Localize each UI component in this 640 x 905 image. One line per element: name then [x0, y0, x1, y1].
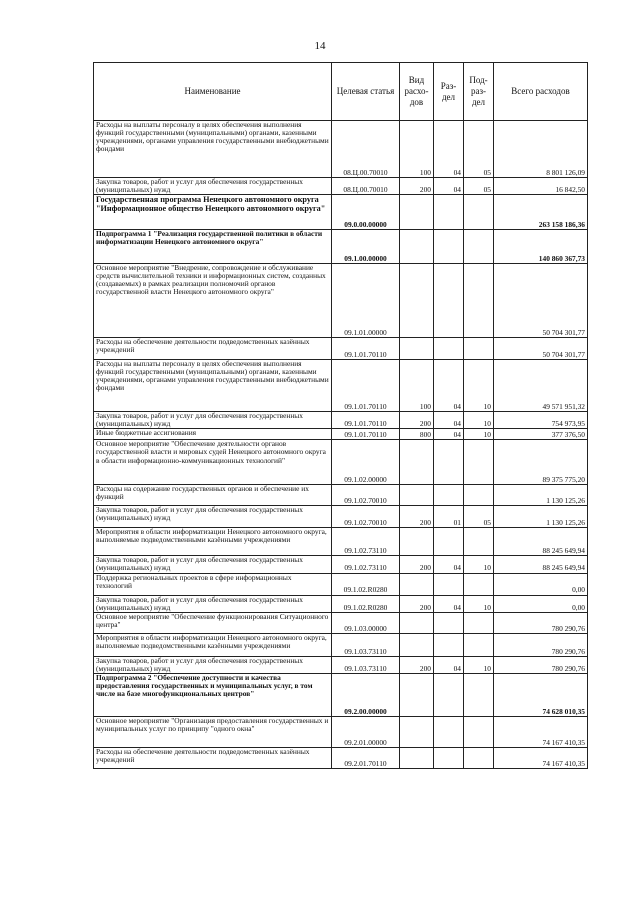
- row-subsection: [464, 230, 494, 264]
- row-name: Закупка товаров, работ и услуг для обеспечения государственных (муниципальных) нужд: [94, 506, 332, 528]
- header-section: Раз-дел: [434, 63, 464, 121]
- row-section: [434, 747, 464, 768]
- row-amount: 8 801 126,09: [494, 121, 588, 178]
- row-amount: 50 704 301,77: [494, 264, 588, 338]
- row-section: [434, 440, 464, 485]
- row-target-code: 09.1.01.70110: [332, 360, 400, 412]
- row-target-code: 09.2.01.00000: [332, 716, 400, 747]
- row-section: 04: [434, 121, 464, 178]
- row-section: [434, 230, 464, 264]
- row-section: [434, 338, 464, 360]
- table-row: [94, 230, 588, 264]
- row-amount: 88 245 649,94: [494, 556, 588, 573]
- table-row: [94, 633, 588, 656]
- row-amount: 16 842,50: [494, 178, 588, 195]
- row-section: [434, 673, 464, 716]
- row-expense-kind: 800: [400, 429, 434, 440]
- row-section: 01: [434, 506, 464, 528]
- row-expense-kind: [400, 338, 434, 360]
- row-amount: 49 571 951,32: [494, 360, 588, 412]
- row-subsection: [464, 573, 494, 595]
- budget-table: [93, 62, 588, 769]
- row-expense-kind: [400, 747, 434, 768]
- row-section: 04: [434, 360, 464, 412]
- row-section: [434, 633, 464, 656]
- row-section: 04: [434, 556, 464, 573]
- row-name: Расходы на выплаты персоналу в целях обеспечения выполнения функций государственными (муниципальными) органами, казенными учреждениями, органами управления государственными внебюджетными фондами: [94, 360, 332, 412]
- row-name: Закупка товаров, работ и услуг для обеспечения государственных (муниципальных) нужд: [94, 556, 332, 573]
- row-section: 04: [434, 178, 464, 195]
- row-amount: 50 704 301,77: [494, 338, 588, 360]
- row-subsection: 10: [464, 360, 494, 412]
- row-name: Закупка товаров, работ и услуг для обеспечения государственных (муниципальных) нужд: [94, 656, 332, 673]
- row-amount: 74 628 010,35: [494, 673, 588, 716]
- row-subsection: [464, 633, 494, 656]
- row-target-code: 09.1.00.00000: [332, 230, 400, 264]
- table-row: [94, 747, 588, 768]
- table-row: [94, 338, 588, 360]
- row-name: Расходы на обеспечение деятельности подведомственных казённых учреждений: [94, 747, 332, 768]
- row-amount: 0,00: [494, 595, 588, 612]
- table-row: [94, 195, 588, 230]
- row-expense-kind: [400, 573, 434, 595]
- row-amount: 88 245 649,94: [494, 528, 588, 556]
- row-expense-kind: [400, 716, 434, 747]
- row-expense-kind: [400, 528, 434, 556]
- table-row: [94, 485, 588, 506]
- table-row: [94, 264, 588, 338]
- row-expense-kind: 100: [400, 360, 434, 412]
- row-section: [434, 612, 464, 633]
- row-expense-kind: 100: [400, 121, 434, 178]
- row-subsection: 05: [464, 121, 494, 178]
- row-amount: 780 290,76: [494, 633, 588, 656]
- header-total: Всего расходов: [494, 63, 588, 121]
- row-name: Мероприятия в области информатизации Ненецкого автономного округа, выполняемые подведомственными казёнными учреждениями: [94, 528, 332, 556]
- row-target-code: 09.1.02.70010: [332, 506, 400, 528]
- row-subsection: 10: [464, 656, 494, 673]
- row-name: Расходы на содержание государственных органов и обеспечение их функций: [94, 485, 332, 506]
- row-target-code: 08.Ц.00.70010: [332, 178, 400, 195]
- row-subsection: [464, 528, 494, 556]
- row-amount: 263 158 186,36: [494, 195, 588, 230]
- row-target-code: 09.1.02.73110: [332, 528, 400, 556]
- row-name: Основное мероприятие "Обеспечение функционирования Ситуационного центра": [94, 612, 332, 633]
- table-row: [94, 506, 588, 528]
- row-target-code: 09.1.02.R0280: [332, 573, 400, 595]
- row-expense-kind: [400, 612, 434, 633]
- row-expense-kind: [400, 440, 434, 485]
- table-row: [94, 595, 588, 612]
- row-name: Основное мероприятие "Внедрение, сопровождение и обслуживание средств вычислительной техники и информационных систем, созданных (создаваемых) в рамках реализации полномочий органов государственной власти Ненецкого автономного округа": [94, 264, 332, 338]
- row-amount: 377 376,50: [494, 429, 588, 440]
- row-amount: 780 290,76: [494, 612, 588, 633]
- row-subsection: [464, 673, 494, 716]
- row-name: Расходы на обеспечение деятельности подведомственных казённых учреждений: [94, 338, 332, 360]
- row-target-code: 09.1.01.70110: [332, 429, 400, 440]
- row-target-code: 09.1.02.R0280: [332, 595, 400, 612]
- row-name: Поддержка региональных проектов в сфере информационных технологий: [94, 573, 332, 595]
- row-subsection: [464, 264, 494, 338]
- row-subsection: 05: [464, 506, 494, 528]
- row-target-code: 09.1.02.73110: [332, 556, 400, 573]
- row-name: Основное мероприятие "Обеспечение деятельности органов государственной власти и мировых судей Ненецкого автономного округа в области информационно-коммуникационных технологий": [94, 440, 332, 485]
- row-subsection: [464, 612, 494, 633]
- row-subsection: 10: [464, 595, 494, 612]
- row-section: [434, 264, 464, 338]
- row-amount: 754 973,95: [494, 412, 588, 429]
- row-name: Основное мероприятие "Организация предоставления государственных и муниципальных услуг по принципу "одного окна": [94, 716, 332, 747]
- row-name: Закупка товаров, работ и услуг для обеспечения государственных (муниципальных) нужд: [94, 595, 332, 612]
- row-amount: 780 290,76: [494, 656, 588, 673]
- table-row: [94, 612, 588, 633]
- row-subsection: 10: [464, 429, 494, 440]
- row-amount: 1 130 125,26: [494, 485, 588, 506]
- row-subsection: [464, 716, 494, 747]
- table-row: [94, 556, 588, 573]
- row-expense-kind: 200: [400, 412, 434, 429]
- row-section: 04: [434, 429, 464, 440]
- row-name: Иные бюджетные ассигнования: [94, 429, 332, 440]
- header-row: [94, 63, 588, 121]
- row-expense-kind: [400, 633, 434, 656]
- row-subsection: [464, 747, 494, 768]
- row-expense-kind: 200: [400, 595, 434, 612]
- row-target-code: 09.2.00.00000: [332, 673, 400, 716]
- table-row: [94, 440, 588, 485]
- row-name: Закупка товаров, работ и услуг для обеспечения государственных (муниципальных) нужд: [94, 178, 332, 195]
- row-target-code: 09.1.02.70010: [332, 485, 400, 506]
- row-subsection: [464, 195, 494, 230]
- table-row: [94, 673, 588, 716]
- row-expense-kind: [400, 230, 434, 264]
- row-subsection: 10: [464, 556, 494, 573]
- table-row: [94, 178, 588, 195]
- row-expense-kind: 200: [400, 556, 434, 573]
- row-section: [434, 528, 464, 556]
- row-subsection: [464, 338, 494, 360]
- row-target-code: 09.0.00.00000: [332, 195, 400, 230]
- header-expense-kind: Вид расхо-дов: [400, 63, 434, 121]
- row-section: [434, 195, 464, 230]
- table-row: [94, 121, 588, 178]
- row-expense-kind: [400, 195, 434, 230]
- header-target-article: Целевая статья: [332, 63, 400, 121]
- table-row: [94, 429, 588, 440]
- row-expense-kind: 200: [400, 506, 434, 528]
- row-target-code: 09.1.03.73110: [332, 633, 400, 656]
- row-name: Государственная программа Ненецкого автономного округа "Информационное общество Ненецкого автономного округа": [94, 195, 332, 230]
- row-expense-kind: 200: [400, 656, 434, 673]
- page-number: 14: [314, 40, 326, 52]
- row-amount: 74 167 410,35: [494, 716, 588, 747]
- row-target-code: 08.Ц.00.70010: [332, 121, 400, 178]
- row-expense-kind: [400, 673, 434, 716]
- row-section: 04: [434, 412, 464, 429]
- row-name: Мероприятия в области информатизации Ненецкого автономного округа, выполняемые подведомственными казёнными учреждениями: [94, 633, 332, 656]
- table-row: [94, 573, 588, 595]
- row-amount: 89 375 775,20: [494, 440, 588, 485]
- table-row: [94, 360, 588, 412]
- row-name: Подпрограмма 2 "Обеспечение доступности и качества предоставления государственных и муниципальных услуг, в том числе на базе многофункциональных центров": [94, 673, 332, 716]
- row-target-code: 09.1.02.00000: [332, 440, 400, 485]
- row-expense-kind: [400, 264, 434, 338]
- table-row: [94, 656, 588, 673]
- row-amount: 0,00: [494, 573, 588, 595]
- row-subsection: 05: [464, 178, 494, 195]
- row-target-code: 09.1.03.00000: [332, 612, 400, 633]
- header-name: Наименование: [94, 63, 332, 121]
- row-name: Расходы на выплаты персоналу в целях обеспечения выполнения функций государственными (муниципальными) органами, казенными учреждениями, органами управления государственными внебюджетными фондами: [94, 121, 332, 178]
- row-name: Подпрограмма 1 "Реализация государственной политики в области информатизации Ненецкого автономного округа": [94, 230, 332, 264]
- row-expense-kind: [400, 485, 434, 506]
- row-target-code: 09.1.03.73110: [332, 656, 400, 673]
- row-target-code: 09.1.01.00000: [332, 264, 400, 338]
- row-section: 04: [434, 595, 464, 612]
- header-subsection: Под-раз-дел: [464, 63, 494, 121]
- row-amount: 1 130 125,26: [494, 506, 588, 528]
- row-expense-kind: 200: [400, 178, 434, 195]
- row-subsection: 10: [464, 412, 494, 429]
- row-subsection: [464, 440, 494, 485]
- table-row: [94, 412, 588, 429]
- row-subsection: [464, 485, 494, 506]
- row-section: [434, 716, 464, 747]
- table-row: [94, 528, 588, 556]
- row-target-code: 09.1.01.70110: [332, 412, 400, 429]
- table-row: [94, 716, 588, 747]
- row-section: 04: [434, 656, 464, 673]
- row-target-code: 09.2.01.70110: [332, 747, 400, 768]
- row-name: Закупка товаров, работ и услуг для обеспечения государственных (муниципальных) нужд: [94, 412, 332, 429]
- row-amount: 74 167 410,35: [494, 747, 588, 768]
- row-section: [434, 573, 464, 595]
- row-target-code: 09.1.01.70110: [332, 338, 400, 360]
- row-section: [434, 485, 464, 506]
- row-amount: 140 860 367,73: [494, 230, 588, 264]
